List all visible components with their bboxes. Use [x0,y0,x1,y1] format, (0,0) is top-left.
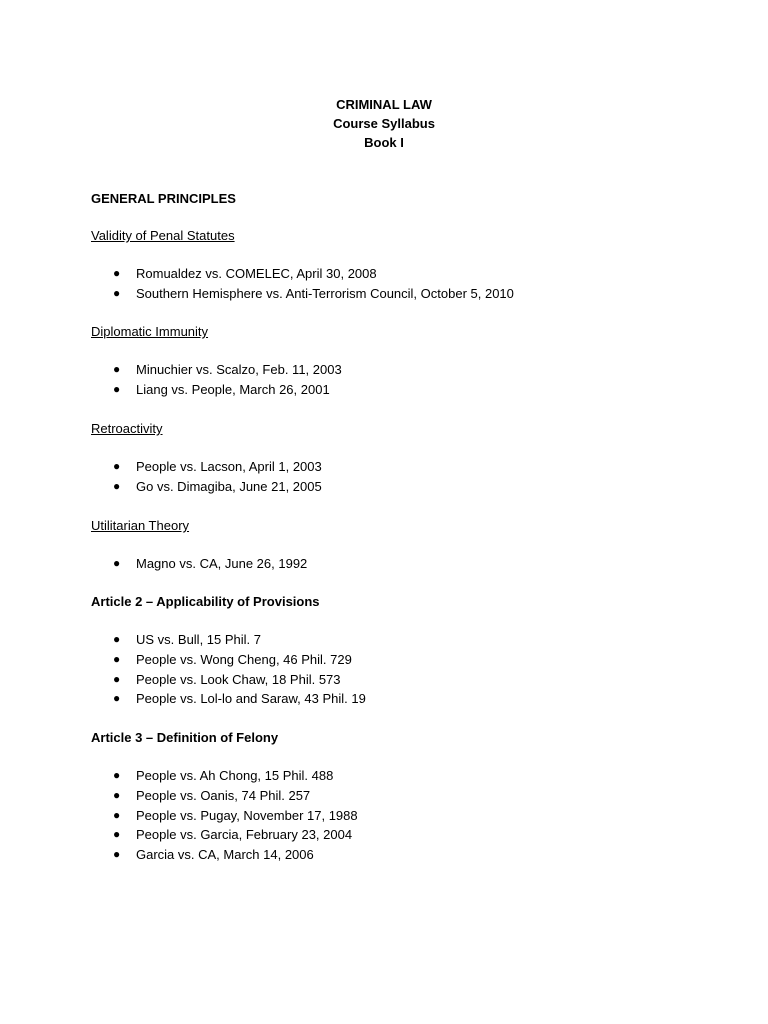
list-item [91,361,342,381]
article-heading: Article 3 – Definition of Felony [91,730,279,745]
list-item [91,285,514,305]
bullet-icon: ● [113,768,121,782]
case-citation: US vs. Bull, 15 Phil. 7 [136,632,261,647]
case-list [91,265,514,305]
title-block [0,95,768,152]
case-list [91,458,322,498]
case-citation: Liang vs. People, March 26, 2001 [136,381,330,397]
section-heading: Utilitarian Theory [91,518,190,533]
article-heading: Article 2 – Applicability of Provisions [91,594,320,609]
bullet-icon: ● [113,671,121,686]
case-citation: People vs. Wong Cheng, 46 Phil. 729 [136,651,352,667]
case-citation: People vs. Garcia, February 23, 2004 [136,827,353,843]
list-item [91,651,366,671]
list-item [91,767,358,787]
list-item [91,555,307,575]
bullet-icon: ● [113,807,121,822]
bullet-icon: ● [113,787,121,802]
bullet-icon: ● [113,691,121,706]
section-heading: Validity of Penal Statutes [91,228,235,243]
list-item [91,265,514,285]
case-list [91,361,342,401]
case-list [91,767,358,866]
bullet-icon: ● [113,478,121,493]
case-citation: People vs. Oanis, 74 Phil. 257 [136,787,311,803]
list-item [91,846,358,866]
case-citation: People vs. Lacson, April 1, 2003 [136,459,322,474]
bullet-icon: ● [113,651,121,666]
bullet-icon: ● [113,827,121,842]
bullet-icon: ● [113,285,121,300]
doc-book: Book I [364,135,404,150]
case-list [91,631,366,710]
general-principles-heading: GENERAL PRINCIPLES [91,191,236,206]
bullet-icon: ● [113,459,121,473]
case-citation: Magno vs. CA, June 26, 1992 [136,556,308,571]
case-citation: Southern Hemisphere vs. Anti-Terrorism Council, October 5, 2010 [136,285,514,301]
list-item [91,807,358,827]
case-list [91,555,307,575]
section-heading: Retroactivity [91,421,163,436]
list-item [91,671,366,691]
bullet-icon: ● [113,381,121,396]
bullet-icon: ● [113,266,121,280]
bullet-icon: ● [113,556,121,570]
list-item [91,458,322,478]
case-citation: People vs. Lol-lo and Saraw, 43 Phil. 19 [136,691,366,707]
bullet-icon: ● [113,632,121,646]
case-citation: Minuchier vs. Scalzo, Feb. 11, 2003 [136,362,342,377]
case-citation: People vs. Look Chaw, 18 Phil. 573 [136,671,341,687]
list-item [91,478,322,498]
case-citation: People vs. Pugay, November 17, 1988 [136,807,358,823]
doc-subtitle: Course Syllabus [333,116,435,131]
list-item [91,631,366,651]
list-item [91,787,358,807]
doc-title: CRIMINAL LAW [336,97,432,112]
bullet-icon: ● [113,847,121,862]
case-citation: Garcia vs. CA, March 14, 2006 [136,847,314,863]
list-item [91,381,342,401]
bullet-icon: ● [113,362,121,376]
case-citation: Romualdez vs. COMELEC, April 30, 2008 [136,266,377,281]
list-item [91,690,366,710]
section-heading: Diplomatic Immunity [91,324,209,339]
list-item [91,826,358,846]
case-citation: Go vs. Dimagiba, June 21, 2005 [136,478,322,494]
case-citation: People vs. Ah Chong, 15 Phil. 488 [136,768,334,783]
